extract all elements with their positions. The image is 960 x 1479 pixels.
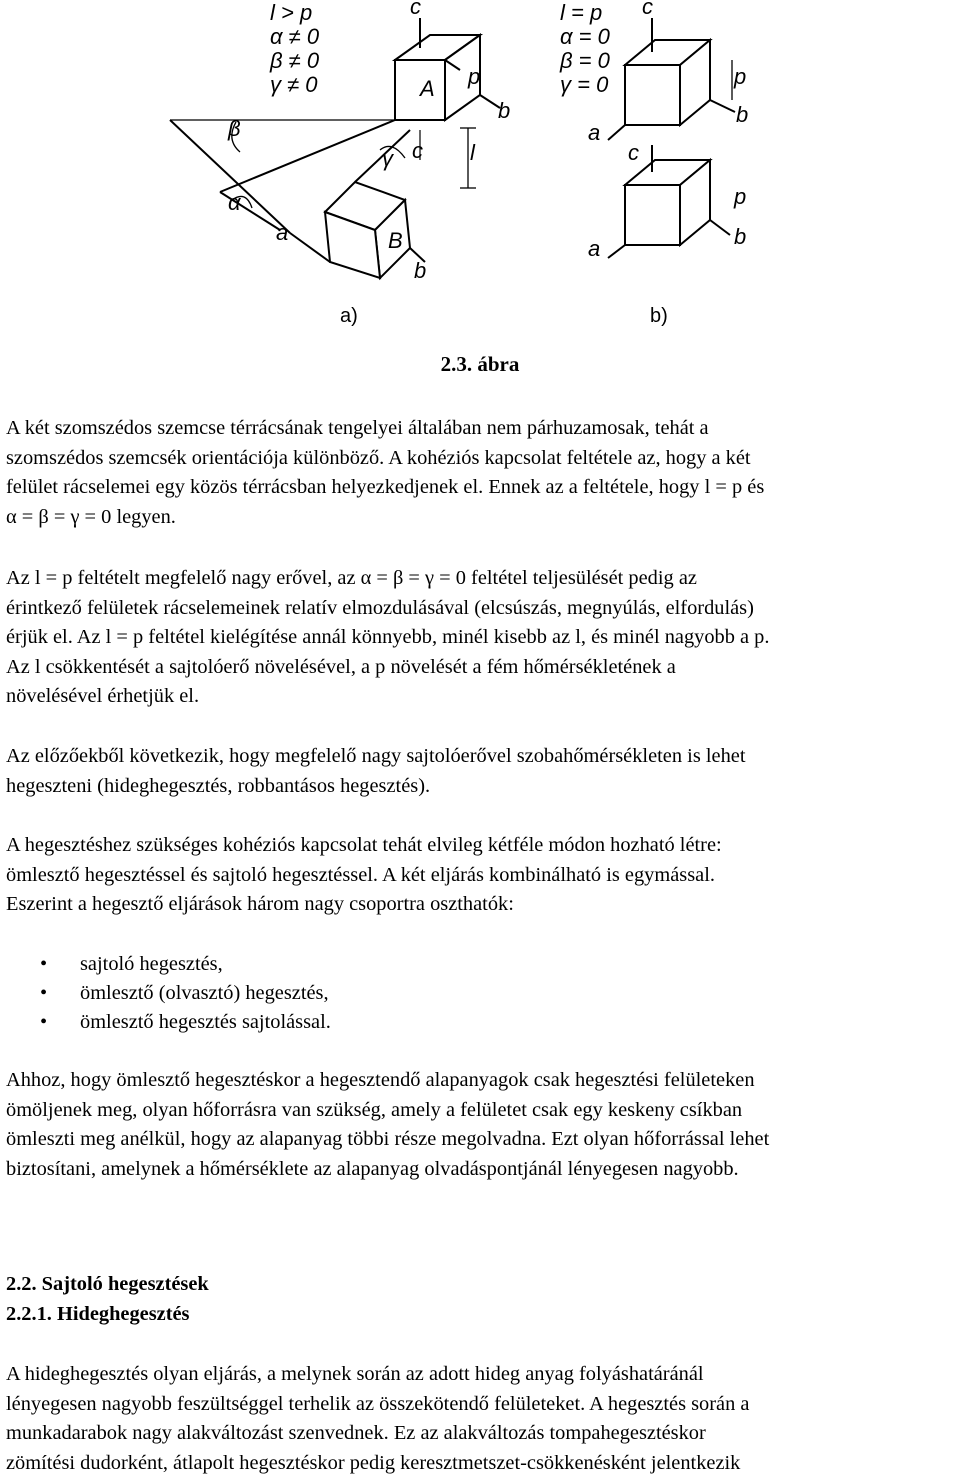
bullet-item-2 xyxy=(40,979,329,1009)
figure-caption: 2.3. ábra xyxy=(440,352,520,376)
label-a-a: a xyxy=(276,220,289,245)
p5-line-1: Ahhoz, hogy ömlesztő hegesztéskor a hegesztendő alapanyagok csak hegesztési felületeken xyxy=(6,1069,755,1091)
bullet-item-1 xyxy=(40,950,223,980)
label-b-a2: b xyxy=(414,258,427,283)
p2-line-5: növelésével érhetjük el. xyxy=(6,685,200,708)
p2-line-2: érintkező felületek rácselemeinek relatív elmozdulásával (elcsúszás, megnyúlás, elfordulás) xyxy=(6,596,754,619)
crystal-lattice-figure xyxy=(0,0,960,340)
label-b-b: b xyxy=(736,102,749,127)
label-c-b2: c xyxy=(628,140,639,165)
bullet-icon: • xyxy=(40,982,48,1004)
cube-b-bottom xyxy=(625,160,710,245)
p5-line-4: biztosítani, amelynek a hőmérséklete az alapanyag olvadáspontjánál lényegesen nagyobb. xyxy=(6,1157,739,1180)
p1-line-3-formula: l = p és xyxy=(704,476,765,499)
paragraph-3 xyxy=(6,742,956,801)
bullet-item-3 xyxy=(40,1008,331,1038)
label-a-b2: a xyxy=(588,236,601,261)
label-p-a: p xyxy=(468,64,481,89)
label-alpha: α xyxy=(228,190,241,215)
bullet-icon: • xyxy=(40,953,48,975)
p3-line-1: Az előzőekből következik, hogy megfelelő nagy sajtolóerővel szobahőmérsékleten is lehet xyxy=(6,745,746,767)
cond-b-3: β = 0 xyxy=(560,48,610,73)
paragraph-2 xyxy=(6,564,956,712)
bullet-text-1: sajtoló hegesztés, xyxy=(80,953,223,975)
label-b-a: b xyxy=(498,98,511,123)
paragraph-6 xyxy=(6,1360,956,1478)
label-c-a2: c xyxy=(412,138,423,163)
bullet-text-2: ömlesztő (olvasztó) hegesztés, xyxy=(80,982,329,1004)
p2-line-1: Az l = p feltételt megfelelő nagy erővel, az α = β = γ = 0 feltétel teljesülését pedig az xyxy=(6,567,697,589)
section-heading: 2.2. Sajtoló hegesztések xyxy=(6,1273,209,1295)
bullet-icon: • xyxy=(40,1011,48,1033)
label-b-b2: b xyxy=(734,224,747,249)
p6-line-4: zömítési dudorként, átlapolt hegesztéskor pedig keresztmetszet-csökkenésként jelentkezik xyxy=(6,1451,741,1474)
p5-line-3: ömleszti meg anélkül, hogy az alapanyag többi része megolvadna. Ezt olyan hőforrással lehet xyxy=(6,1128,770,1151)
p3-line-2: hegeszteni (hideghegesztés, robbantásos hegesztés). xyxy=(6,774,431,797)
label-B: B xyxy=(388,228,403,253)
label-c-b: c xyxy=(642,0,653,19)
label-l-a: l xyxy=(470,140,475,165)
p4-line-2: ömlesztő hegesztéssel és sajtoló hegesztéssel. A két eljárás kombinálható is egymással. xyxy=(6,863,715,886)
label-c-a: c xyxy=(410,0,421,19)
paragraph-4 xyxy=(6,831,956,920)
label-a-b: a xyxy=(588,120,601,145)
sub-label-b: b) xyxy=(650,305,668,327)
cond-a-4: γ ≠ 0 xyxy=(270,72,318,97)
cond-b-4: γ = 0 xyxy=(560,72,609,97)
p6-line-3: munkadarabok nagy alakváltozást szenvednek. Ez az alakváltozás tompahegesztéskor xyxy=(6,1422,706,1445)
p1-line-4: α = β = γ = 0 legyen. xyxy=(6,505,176,528)
p2-line-4: Az l csökkentését a sajtolóerő növelésével, a p növelését a fém hőmérsékletének a xyxy=(6,655,676,678)
cond-a-3: β ≠ 0 xyxy=(270,48,320,73)
cond-a-1: l > p xyxy=(270,0,313,25)
p5-line-2: ömöljenek meg, olyan hőforrásra van szükség, amely a felületet csak egy keskeny csíkban xyxy=(6,1098,743,1121)
p1-line-1: A két szomszédos szemcse térrácsának tengelyei általában nem párhuzamosak, tehát a xyxy=(6,417,709,439)
cond-b-1: l = p xyxy=(560,0,603,25)
cond-b-2: α = 0 xyxy=(560,24,610,49)
paragraph-1 xyxy=(6,414,956,532)
paragraph-5 xyxy=(6,1066,956,1184)
p1-line-3-text: felület rácselemei egy közös térrácsban helyezkedjenek el. Ennek az a feltétele, hogy xyxy=(6,476,700,499)
sub-label-a: a) xyxy=(340,305,358,327)
label-p-b: p xyxy=(734,64,747,89)
p1-line-3 xyxy=(6,473,956,503)
p6-line-2: lényegesen nagyobb feszültséggel terhelik az összekötendő felületeket. A hegesztés során a xyxy=(6,1392,750,1415)
p6-line-1: A hideghegesztés olyan eljárás, a melynek során az adott hideg anyag folyáshatáránál xyxy=(6,1363,704,1385)
label-p-b2: p xyxy=(734,184,747,209)
p4-line-3: Eszerint a hegesztő eljárások három nagy csoportra oszthatók: xyxy=(6,893,514,916)
cube-b-top xyxy=(625,40,710,125)
label-A: A xyxy=(420,76,435,101)
label-beta: β xyxy=(228,116,241,141)
subsection-heading: 2.2.1. Hideghegesztés xyxy=(6,1303,190,1325)
p4-line-1: A hegesztéshez szükséges kohéziós kapcsolat tehát elvileg kétféle módon hozható létre: xyxy=(6,834,722,856)
cond-a-2: α ≠ 0 xyxy=(270,24,320,49)
label-gamma: γ xyxy=(382,146,393,171)
p2-line-3: érjük el. Az l = p feltétel kielégítése annál könnyebb, minél kisebb az l, és minél nagyobb a p. xyxy=(6,626,770,649)
p1-line-2: szomszédos szemcsék orientációja különböző. A kohéziós kapcsolat feltétele az, hogy a két xyxy=(6,446,751,469)
bullet-text-3: ömlesztő hegesztés sajtolással. xyxy=(80,1011,331,1033)
